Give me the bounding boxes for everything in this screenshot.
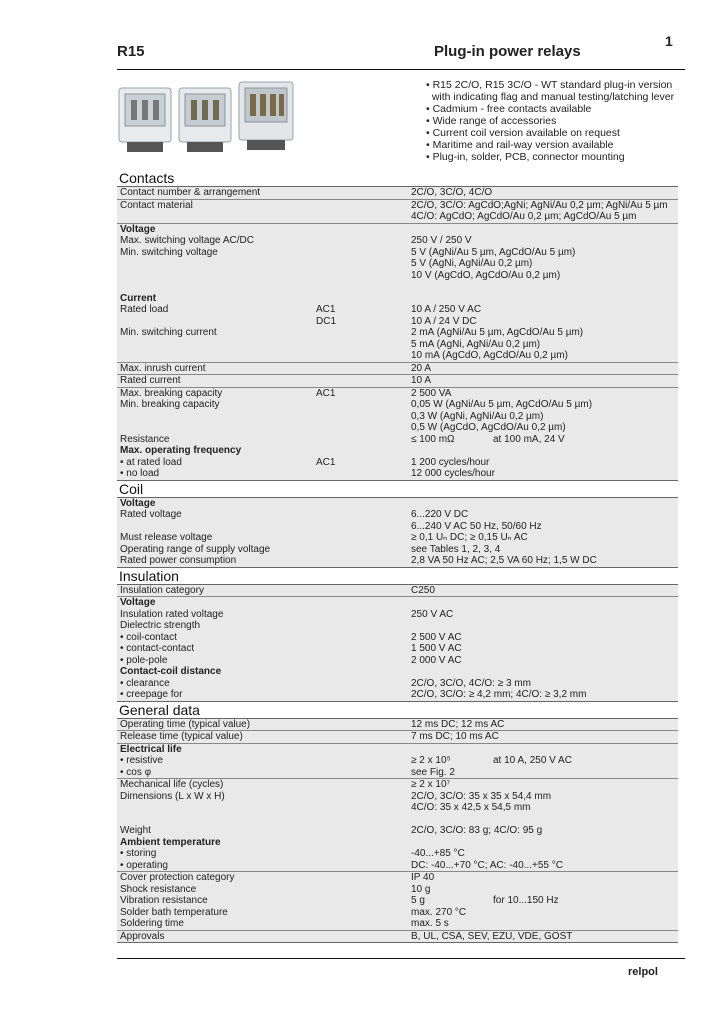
spec-label: Min. breaking capacity <box>120 399 220 410</box>
spec-mode: AC1 <box>316 304 336 315</box>
spec-value: max. 5 s <box>411 918 449 929</box>
spec-row <box>117 884 678 896</box>
spec-row <box>117 200 678 212</box>
spec-value: 0,3 W (AgNi, AgNi/Au 0,2 µm) <box>411 410 544 422</box>
section-block <box>117 585 678 702</box>
spec-label: Rated load <box>120 304 169 315</box>
spec-row <box>117 247 678 259</box>
relay-photo-2 <box>179 88 231 152</box>
spec-value: 10 A / 250 V AC <box>411 304 482 315</box>
spec-label: Min. switching voltage <box>120 246 218 258</box>
spec-row <box>117 719 678 732</box>
spec-value: 2C/O, 3C/O: ≥ 4,2 mm; 4C/O: ≥ 3,2 mm <box>411 689 587 700</box>
spec-value: 10 V (AgCdO, AgCdO/Au 0,2 µm) <box>411 269 561 281</box>
spec-value: 7 ms DC; 10 ms AC <box>411 731 499 742</box>
spec-label: Release time (typical value) <box>120 731 243 742</box>
spec-label: Shock resistance <box>120 883 197 895</box>
spec-value: 12 000 cycles/hour <box>411 468 495 479</box>
spec-row <box>117 825 678 837</box>
spec-value: 2C/O, 3C/O: 35 x 35 x 54,4 mm <box>411 790 552 802</box>
spec-row <box>117 211 678 224</box>
spec-label: Contact-coil distance <box>120 666 222 677</box>
spec-label: Contact number & arrangement <box>120 187 261 198</box>
spec-row <box>117 689 678 701</box>
spec-value: 2C/O, 3C/O, 4C/O <box>411 187 493 198</box>
spec-value: 5 mA (AgNi, AgNi/Au 0,2 µm) <box>411 338 541 350</box>
spec-value: max. 270 °C <box>411 906 467 918</box>
spec-row <box>117 363 678 376</box>
spec-value: 2 000 V AC <box>411 654 462 666</box>
spec-label: Insulation category <box>120 584 204 596</box>
spec-mode: AC1 <box>316 387 336 399</box>
spec-extra: at 100 mA, 24 V <box>493 433 565 445</box>
spec-value: 6...220 V DC <box>411 509 469 520</box>
spec-row <box>117 655 678 667</box>
spec-extra: for 10...150 Hz <box>493 895 559 906</box>
spec-label: • resistive <box>120 755 163 766</box>
spec-row <box>117 907 678 919</box>
section-block <box>117 719 678 944</box>
spec-label: • contact-contact <box>120 643 195 654</box>
spec-row <box>117 872 678 884</box>
spec-value: DC: -40...+70 °C; AC: -40...+55 °C <box>411 859 563 871</box>
spec-label: Rated voltage <box>120 509 182 520</box>
spec-row <box>117 918 678 931</box>
spec-row <box>117 620 678 632</box>
spec-row <box>117 848 678 860</box>
spec-label: • at rated load <box>120 456 182 468</box>
spec-row <box>117 224 678 236</box>
spec-row <box>117 422 678 434</box>
spec-value: 2C/O, 3C/O: 83 g; 4C/O: 95 g <box>411 825 543 836</box>
spec-label: • pole-pole <box>120 654 168 666</box>
spec-row <box>117 532 678 544</box>
spec-row <box>117 187 678 200</box>
section-block <box>117 498 678 568</box>
spec-label: Rated power consumption <box>120 555 237 566</box>
spec-row <box>117 678 678 690</box>
spec-value: 4C/O: AgCdO; AgCdO/Au 0,2 µm; AgCdO/Au 5 µm <box>411 211 637 222</box>
spec-row <box>117 597 678 609</box>
page-number: 1 <box>665 33 673 49</box>
section-title: Contacts <box>117 170 678 187</box>
spec-label: Cover protection category <box>120 872 235 883</box>
spec-row <box>117 339 678 351</box>
spec-value: IP 40 <box>411 872 435 883</box>
spec-label: Operating range of supply voltage <box>120 543 271 555</box>
spec-row <box>117 293 678 305</box>
spec-value: 10 mA (AgCdO, AgCdO/Au 0,2 µm) <box>411 350 568 361</box>
spec-label: Resistance <box>120 433 170 445</box>
spec-row <box>117 555 678 567</box>
feature-item: with indicating flag and manual testing/latching lever <box>426 91 675 103</box>
relay-photo-1 <box>119 88 171 152</box>
feature-list <box>426 79 674 163</box>
spec-row <box>117 235 678 247</box>
spec-label: Ambient temperature <box>120 836 221 848</box>
spec-value: 2 mA (AgNi/Au 5 µm, AgCdO/Au 5 µm) <box>411 327 584 338</box>
relpol-logo: relpol <box>628 966 658 978</box>
spec-row <box>117 609 678 621</box>
spec-value: 0,5 W (AgCdO, AgCdO/Au 0,2 µm) <box>411 422 566 433</box>
spec-label: Min. switching current <box>120 327 217 338</box>
spec-label: • coil-contact <box>120 631 177 643</box>
spec-label: Insulation rated voltage <box>120 608 224 620</box>
feature-item: • Maritime and rail-way version available <box>426 139 614 151</box>
spec-value: see Fig. 2 <box>411 766 455 778</box>
spec-row <box>117 388 678 400</box>
spec-label: Dielectric strength <box>120 620 201 631</box>
spec-value: C250 <box>411 584 435 596</box>
spec-row <box>117 802 678 814</box>
spec-value: -40...+85 °C <box>411 848 465 859</box>
spec-value: ≥ 0,1 Uₙ DC; ≥ 0,15 Uₙ AC <box>411 532 528 543</box>
spec-row <box>117 258 678 270</box>
spec-row <box>117 755 678 767</box>
feature-item: • R15 2C/O, R15 3C/O - WT standard plug-in version <box>426 79 673 91</box>
spec-row <box>117 544 678 556</box>
spec-label: • cos φ <box>120 766 152 778</box>
spec-row <box>117 632 678 644</box>
spec-label: Soldering time <box>120 918 184 929</box>
feature-item: • Current coil version available on request <box>426 127 620 139</box>
page-title: Plug-in power relays <box>434 43 581 60</box>
spec-label: Voltage <box>120 497 156 509</box>
spec-row <box>117 791 678 803</box>
spec-row <box>117 585 678 598</box>
spec-row <box>117 316 678 328</box>
spec-value: 1 200 cycles/hour <box>411 456 490 468</box>
spec-row <box>117 744 678 756</box>
spec-label: Mechanical life (cycles) <box>120 779 224 790</box>
spec-row <box>117 411 678 423</box>
spec-row <box>117 457 678 469</box>
spec-value: ≥ 2 x 10⁷ <box>411 779 451 790</box>
spec-row <box>117 468 678 480</box>
section-title: Coil <box>117 481 678 498</box>
spec-row <box>117 895 678 907</box>
spec-value: 250 V AC <box>411 608 454 620</box>
spec-row <box>117 434 678 446</box>
spec-label: • creepage for <box>120 689 183 700</box>
spec-row <box>117 837 678 849</box>
spec-value: 5 V (AgNi/Au 5 µm, AgCdO/Au 5 µm) <box>411 246 576 258</box>
spec-row <box>117 731 678 744</box>
spec-label: • operating <box>120 859 168 871</box>
spec-value: 10 A / 24 V DC <box>411 315 477 327</box>
spec-label: Max. breaking capacity <box>120 387 223 399</box>
spec-label: Weight <box>120 825 151 836</box>
spec-value: ≥ 2 x 10⁵ <box>411 755 451 766</box>
spec-row <box>117 767 678 780</box>
spec-row <box>117 860 678 873</box>
spec-row <box>117 304 678 316</box>
spec-value: 5 g <box>411 895 425 906</box>
spec-row <box>117 498 678 510</box>
feature-item: • Plug-in, solder, PCB, connector mounting <box>426 151 625 163</box>
spec-row <box>117 931 678 943</box>
spec-row <box>117 350 678 363</box>
spec-value: 20 A <box>411 362 432 374</box>
spec-extra: at 10 A, 250 V AC <box>493 755 572 766</box>
spec-label: Voltage <box>120 597 156 608</box>
spec-value: 2C/O, 3C/O, 4C/O: ≥ 3 mm <box>411 677 531 689</box>
spec-row <box>117 281 678 293</box>
spec-label: • no load <box>120 468 160 479</box>
spec-row <box>117 814 678 826</box>
spec-label: Must release voltage <box>120 532 213 543</box>
spec-value: ≤ 100 mΩ <box>411 433 455 445</box>
spec-row <box>117 270 678 282</box>
spec-value: 2,8 VA 50 Hz AC; 2,5 VA 60 Hz; 1,5 W DC <box>411 555 597 566</box>
spec-label: Current <box>120 292 157 304</box>
spec-label: Operating time (typical value) <box>120 718 251 730</box>
spec-label: • storing <box>120 848 157 859</box>
spec-value: 10 A <box>411 375 432 386</box>
spec-value: see Tables 1, 2, 3, 4 <box>411 543 501 555</box>
spec-label: • clearance <box>120 677 170 689</box>
spec-value: 6...240 V AC 50 Hz, 50/60 Hz <box>411 520 542 532</box>
spec-row <box>117 666 678 678</box>
relay-photo-3 <box>239 82 293 150</box>
feature-item: • Wide range of accessories <box>426 115 557 127</box>
relay-photos <box>117 80 297 162</box>
spec-row <box>117 399 678 411</box>
spec-value: 2 500 V AC <box>411 631 462 643</box>
spec-value: 0,05 W (AgNi/Au 5 µm, AgCdO/Au 5 µm) <box>411 399 593 410</box>
spec-value: 4C/O: 35 x 42,5 x 54,5 mm <box>411 802 531 813</box>
spec-value: 12 ms DC; 12 ms AC <box>411 718 505 730</box>
spec-value: 2 500 VA <box>411 387 452 399</box>
spec-value: 2C/O, 3C/O: AgCdO;AgNi; AgNi/Au 0,2 µm; AgNi/Au 5 µm <box>411 199 668 211</box>
spec-label: Electrical life <box>120 743 182 755</box>
product-code: R15 <box>117 43 145 60</box>
spec-row <box>117 327 678 339</box>
spec-label: Voltage <box>120 223 156 235</box>
spec-label: Contact material <box>120 199 193 211</box>
spec-mode: DC1 <box>316 315 337 327</box>
spec-value: 250 V / 250 V <box>411 235 472 246</box>
spec-label: Approvals <box>120 930 165 942</box>
spec-label: Max. inrush current <box>120 362 206 374</box>
specification-table <box>117 170 678 943</box>
section-block <box>117 187 678 481</box>
spec-row <box>117 509 678 521</box>
spec-label: Vibration resistance <box>120 895 208 906</box>
spec-value: 1 500 V AC <box>411 643 462 654</box>
section-title: General data <box>117 702 678 719</box>
header-rule <box>117 69 685 70</box>
spec-value: B, UL, CSA, SEV, EZU, VDE, GOST <box>411 930 573 942</box>
spec-value: 5 V (AgNi, AgNi/Au 0,2 µm) <box>411 258 533 269</box>
spec-label: Dimensions (L x W x H) <box>120 790 225 802</box>
spec-row <box>117 779 678 791</box>
spec-label: Max. operating frequency <box>120 445 242 456</box>
section-title: Insulation <box>117 568 678 585</box>
spec-row <box>117 445 678 457</box>
feature-item: • Cadmium - free contacts available <box>426 103 592 115</box>
spec-label: Max. switching voltage AC/DC <box>120 235 254 246</box>
spec-label: Rated current <box>120 375 181 386</box>
spec-row <box>117 375 678 388</box>
spec-row <box>117 521 678 533</box>
spec-mode: AC1 <box>316 456 336 468</box>
spec-row <box>117 643 678 655</box>
spec-value: 10 g <box>411 883 431 895</box>
footer-rule <box>117 958 685 959</box>
spec-label: Solder bath temperature <box>120 906 228 918</box>
